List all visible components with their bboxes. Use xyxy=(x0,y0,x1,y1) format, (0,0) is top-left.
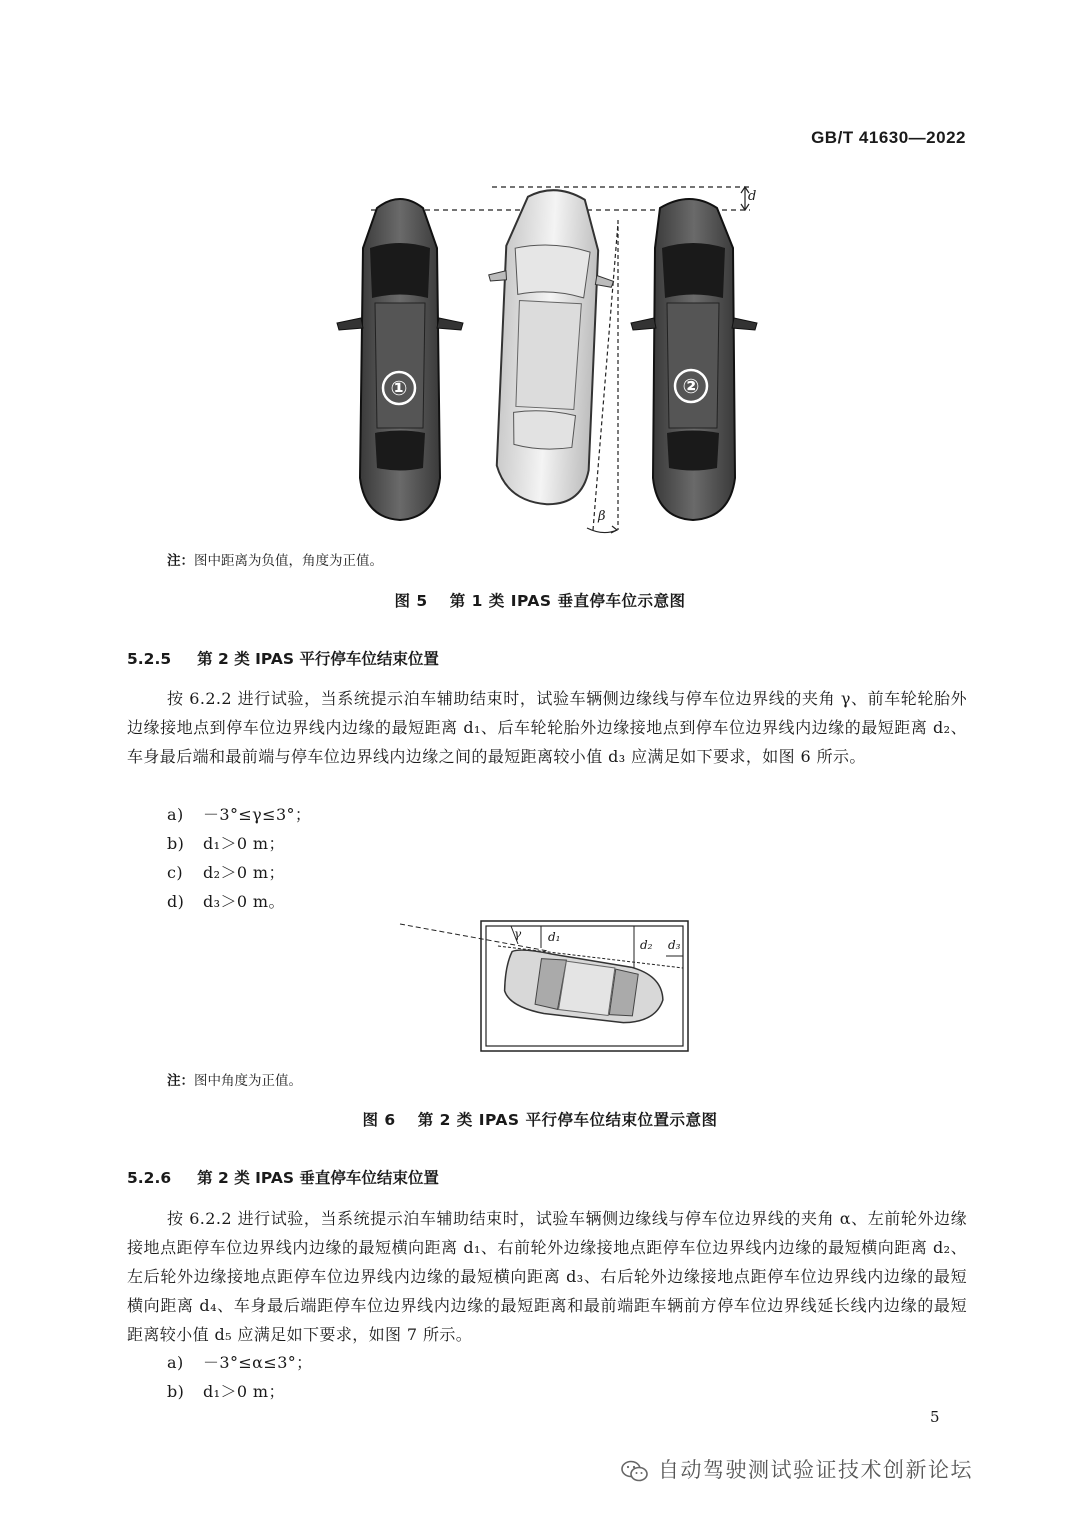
note-title: 注： xyxy=(167,553,194,569)
car-2-label: ② xyxy=(682,374,700,398)
item-text: －3°≤α≤3°； xyxy=(203,1353,313,1372)
item-label: b) xyxy=(167,834,185,853)
section-title: 第 2 类 IPAS 垂直停车位结束位置 xyxy=(197,1169,439,1187)
car-1 xyxy=(337,199,463,520)
item-label: c) xyxy=(167,863,184,882)
list-item xyxy=(167,858,285,887)
list-item xyxy=(167,1348,313,1377)
note-title: 注： xyxy=(167,1073,194,1089)
list-item xyxy=(167,800,311,829)
standard-number: GB/T 41630—2022 xyxy=(811,128,966,147)
angle-beta-label: β xyxy=(598,509,606,524)
item-label: d) xyxy=(167,892,185,911)
section-5-2-6-paragraph: 按 6.2.2 进行试验，当系统提示泊车辅助结束时，试验车辆侧边缘线与停车位边界线的夹角 α、左前轮外边缘接地点距停车位边界线内边缘的最短横向距离 d₁、右前轮外边缘接地点距停车位边界线内边缘的最短横向距离 d₂、左后轮外边缘接地点距停车位边界线内边缘的最短横向距离 d₃、右后轮外边缘接地点距停车位边界线内边缘的最短横向距离 d₄、车身最后端距停车位边界线内边缘的最短距离和最前端距车辆前方停车位边界线延长线内边缘的最短距离较小值 d₅ 应满足如下要求，如图 7 所示。 xyxy=(127,1209,967,1344)
d3-label: d₃ xyxy=(668,938,681,952)
figure-5-caption xyxy=(0,589,1080,611)
d1-label: d₁ xyxy=(548,930,561,944)
d2-label: d₂ xyxy=(640,938,653,952)
section-5-2-5-paragraph: 按 6.2.2 进行试验，当系统提示泊车辅助结束时，试验车辆侧边缘线与停车位边界线的夹角 γ、前车轮轮胎外边缘接地点到停车位边界线内边缘的最短距离 d₁、后车轮轮胎外边缘接地点到停车位边界线内边缘的最短距离 d₂、车身最后端和最前端与停车位边界线内边缘之间的最短距离较小值 d₃ 应满足如下要求，如图 6 所示。 xyxy=(127,689,967,766)
caption-number: 图 6 xyxy=(362,1111,396,1129)
caption-number: 图 5 xyxy=(394,592,428,610)
wechat-icon xyxy=(620,1459,650,1483)
caption-text: 第 1 类 IPAS 垂直停车位示意图 xyxy=(449,592,686,610)
car-1-label: ① xyxy=(390,376,408,400)
item-text: d₁＞0 m； xyxy=(203,1382,285,1401)
section-number: 5.2.6 xyxy=(127,1169,172,1187)
parked-car xyxy=(501,948,667,1030)
item-label: b) xyxy=(167,1382,185,1401)
figure-6-note xyxy=(167,1069,302,1089)
watermark-text: 自动驾驶测试验证技术创新论坛 xyxy=(658,1458,973,1482)
figure-5-diagram xyxy=(325,178,765,540)
item-text: d₂＞0 m； xyxy=(203,863,285,882)
list-item xyxy=(167,829,285,858)
note-body: 图中角度为正值。 xyxy=(194,1073,302,1089)
note-body: 图中距离为负值，角度为正值。 xyxy=(194,553,383,569)
page-number: 5 xyxy=(930,1408,940,1426)
section-5-2-5-heading xyxy=(127,647,439,669)
figure-6-caption xyxy=(0,1108,1080,1130)
list-item xyxy=(167,1377,285,1406)
item-label: a) xyxy=(167,1353,184,1372)
figure-6-diagram xyxy=(398,916,693,1056)
item-text: d₁＞0 m； xyxy=(203,834,285,853)
ego-car xyxy=(477,187,618,507)
watermark xyxy=(620,1454,973,1484)
section-title: 第 2 类 IPAS 平行停车位结束位置 xyxy=(197,650,439,668)
gamma-label: γ xyxy=(514,927,522,941)
item-label: a) xyxy=(167,805,184,824)
item-text: －3°≤γ≤3°； xyxy=(203,805,312,824)
figure-5-note xyxy=(167,549,383,569)
section-number: 5.2.5 xyxy=(127,650,172,668)
list-item xyxy=(167,887,285,916)
caption-text: 第 2 类 IPAS 平行停车位结束位置示意图 xyxy=(417,1111,718,1129)
item-text: d₃＞0 m。 xyxy=(203,892,285,911)
dim-d-label: d xyxy=(748,189,757,204)
car-2 xyxy=(631,199,757,520)
section-5-2-6-heading xyxy=(127,1166,439,1188)
